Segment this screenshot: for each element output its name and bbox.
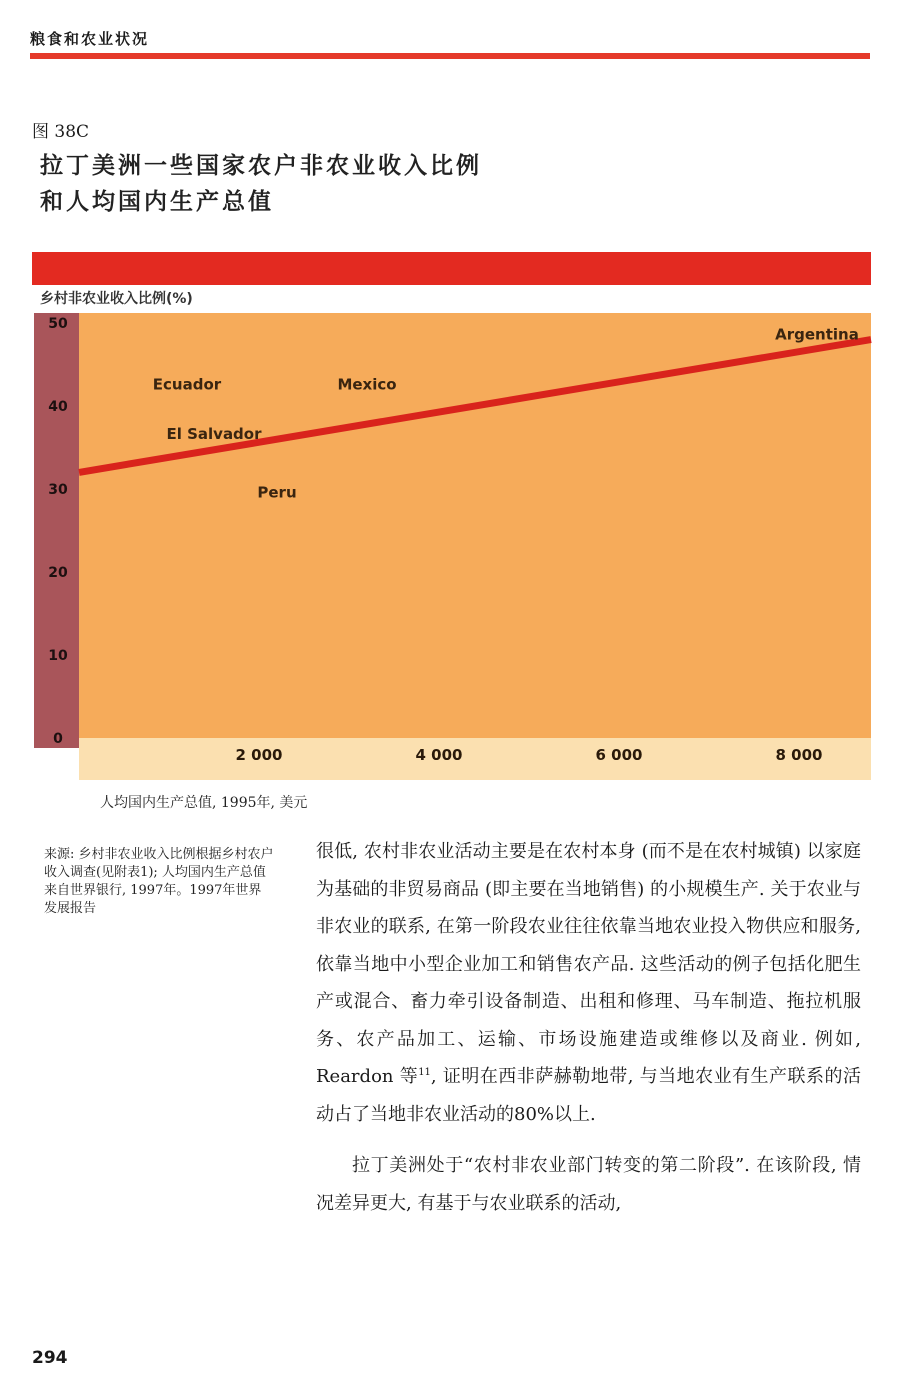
y-tick-label: 50 [48,316,68,332]
point-label-peru: Peru [257,483,297,502]
source-note: 来源: 乡村非农业收入比例根据乡村农户收入调查(见附表1); 人均国内生产总值来自世界银行, 1997年。1997年世界发展报告 [44,847,274,916]
page-number: 294 [32,1348,68,1368]
x-tick-label: 2 000 [235,746,283,764]
body-paragraph-2: 拉丁美洲处于“农村非农业部门转变的第二阶段”. 在该阶段, 情况差异更大, 有基于与农业联系的活动, [316,1155,861,1214]
y-tick-label: 20 [48,565,68,581]
y-axis-band [34,313,79,748]
y-axis-label: 乡村非农业收入比例(%) [40,291,193,307]
body-paragraph-1-text: 很低, 农村非农业活动主要是在农村本身 (而不是在农村城镇) 以家庭为基础的非贸易商品 (即主要在当地销售) 的小规模生产. 关于农业与非农业的联系, 在第一阶段农业往往依靠当地农业投入物供应和服务, 依靠当地中小型企业加工和销售农产品. 这些活动的例子包括化肥生产或混合、畜力牵引设备制造、出租和修理、马车制造、拖拉机服务、农产品加工、运输、市场设施建造或维修以及商业. 例如, Reardon 等 [316,841,861,1087]
reference-superscript: 11 [418,1067,431,1078]
y-tick-label: 0 [53,731,63,747]
figure-number: 图 38C [32,122,90,142]
figure-title-line-2: 和人均国内生产总值 [40,189,274,215]
point-label-argentina: Argentina [775,325,859,344]
y-tick-label: 40 [48,399,68,415]
figure-title-line-1: 拉丁美洲一些国家农户非农业收入比例 [40,153,482,179]
body-paragraph-1 [316,833,861,1133]
x-tick-label: 4 000 [415,746,463,764]
running-head: 粮食和农业状况 [30,30,150,48]
x-tick-label: 8 000 [775,746,823,764]
x-axis-band [79,738,871,780]
x-axis-label: 人均国内生产总值, 1995年, 美元 [100,795,308,811]
body-paragraph-1-tail: , 证明在西非萨赫勒地带, 与当地农业有生产联系的活动占了当地非农业活动的80%以上. [316,1066,861,1125]
point-label-mexico: Mexico [337,375,397,394]
point-label-ecuador: Ecuador [152,375,222,394]
y-tick-label: 10 [48,648,68,664]
y-tick-label: 30 [48,482,68,498]
point-label-el-salvador: El Salvador [166,425,262,444]
x-tick-label: 6 000 [595,746,643,764]
body-text [316,833,861,1222]
